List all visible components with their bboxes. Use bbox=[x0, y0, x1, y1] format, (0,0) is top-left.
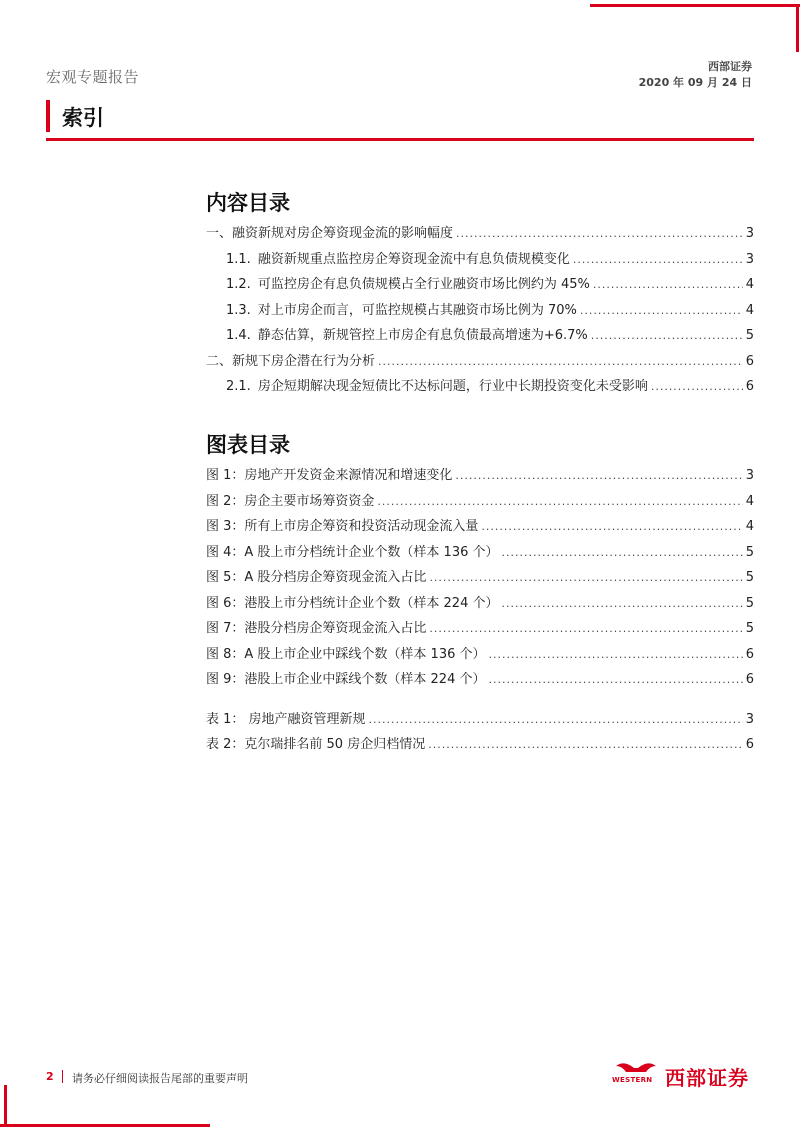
dot-leader bbox=[580, 304, 743, 317]
toc-entry[interactable] bbox=[206, 617, 754, 643]
toc-entry-title: 图 5：A 股分档房企筹资现金流入占比 bbox=[206, 570, 427, 585]
toc-entry-page: 4 bbox=[745, 302, 754, 318]
toc-entry-page: 5 bbox=[745, 595, 754, 611]
figure-toc bbox=[206, 430, 754, 759]
figure-toc-list bbox=[206, 464, 754, 694]
section-divider bbox=[46, 138, 754, 141]
toc-entry-page: 6 bbox=[745, 379, 754, 394]
toc-entry[interactable] bbox=[206, 299, 754, 325]
toc-entry-page: 5 bbox=[745, 621, 754, 636]
toc-entry[interactable] bbox=[206, 464, 754, 490]
footer-separator bbox=[62, 1070, 63, 1083]
dot-leader bbox=[489, 648, 743, 661]
toc-entry-title: 静态估算，新规管控上市房企有息负债最高增速为+6.7% bbox=[257, 328, 588, 343]
company-logo bbox=[612, 1060, 757, 1090]
dot-leader bbox=[456, 227, 743, 240]
toc-entry[interactable] bbox=[206, 350, 754, 376]
toc-entry-number: 1.3. bbox=[226, 302, 251, 318]
page-number: 2 bbox=[46, 1070, 54, 1083]
corner-decoration-top-vertical bbox=[796, 4, 799, 52]
dot-leader bbox=[502, 546, 743, 559]
toc-entry-title: 表 1： 房地产融资管理新规 bbox=[206, 711, 366, 727]
toc-entry-page: 3 bbox=[745, 711, 754, 727]
content-toc bbox=[206, 188, 754, 401]
bull-logo-icon bbox=[612, 1060, 660, 1090]
section-title: 索引 bbox=[62, 106, 104, 130]
logo-chinese-text: 西部证券 bbox=[665, 1066, 749, 1090]
content-toc-title: 内容目录 bbox=[206, 191, 290, 215]
toc-entry[interactable] bbox=[206, 490, 754, 516]
dot-leader bbox=[369, 713, 743, 726]
toc-entry[interactable] bbox=[206, 515, 754, 541]
toc-entry[interactable] bbox=[206, 668, 754, 694]
figure-toc-title: 图表目录 bbox=[206, 433, 290, 457]
toc-entry-page: 6 bbox=[745, 646, 754, 662]
toc-entry-title: 图 6：港股上市分档统计企业个数（样本 224 个） bbox=[206, 595, 499, 611]
header-brand: 西部证券 bbox=[708, 60, 752, 73]
toc-entry-title: 一、融资新规对房企筹资现金流的影响幅度 bbox=[206, 226, 454, 241]
toc-entry-title: 房企短期解决现金短债比不达标问题，行业中长期投资变化未受影响 bbox=[257, 379, 648, 394]
toc-entry-page: 5 bbox=[745, 544, 754, 560]
list-spacer bbox=[206, 694, 754, 708]
corner-decoration-bottom-vertical bbox=[4, 1085, 7, 1127]
dot-leader bbox=[377, 495, 742, 508]
toc-entry[interactable] bbox=[206, 733, 754, 759]
corner-decoration-top-horizontal bbox=[590, 4, 800, 7]
dot-leader bbox=[591, 329, 743, 342]
toc-entry[interactable] bbox=[206, 566, 754, 592]
toc-entry-title: 图 3：所有上市房企筹资和投资活动现金流入量 bbox=[206, 519, 479, 534]
toc-entry-page: 6 bbox=[745, 353, 754, 369]
toc-entry-number: 1.4. bbox=[226, 328, 251, 343]
toc-entry-title: 图 1：房地产开发资金来源情况和增速变化 bbox=[206, 468, 453, 483]
toc-entry-title: 图 9：港股上市企业中踩线个数（样本 224 个） bbox=[206, 672, 486, 687]
disclaimer-note: 请务必仔细阅读报告尾部的重要声明 bbox=[72, 1072, 248, 1085]
report-date: 2020 年 09 月 24 日 bbox=[638, 76, 752, 89]
dot-leader bbox=[429, 622, 742, 635]
toc-entry-title: 图 2：房企主要市场筹资资金 bbox=[206, 493, 375, 509]
toc-entry-page: 3 bbox=[745, 251, 754, 267]
toc-entry-title: 图 4：A 股上市分档统计企业个数（样本 136 个） bbox=[206, 544, 499, 560]
corner-decoration-bottom-horizontal bbox=[0, 1124, 210, 1127]
toc-entry-number: 2.1. bbox=[226, 379, 251, 394]
dot-leader bbox=[573, 253, 743, 266]
logo-western-text: WESTERN bbox=[612, 1076, 653, 1084]
toc-entry[interactable] bbox=[206, 592, 754, 618]
dot-leader bbox=[488, 673, 742, 686]
dot-leader bbox=[501, 597, 742, 610]
toc-entry-title: 二、新规下房企潜在行为分析 bbox=[206, 353, 376, 369]
toc-entry-title: 图 7：港股分档房企筹资现金流入占比 bbox=[206, 621, 427, 636]
toc-entry[interactable] bbox=[206, 324, 754, 350]
toc-entry-number: 1.2. bbox=[226, 277, 251, 292]
toc-entry[interactable] bbox=[206, 248, 754, 274]
toc-entry-page: 3 bbox=[745, 226, 754, 241]
toc-entry-title: 表 2：克尔瑞排名前 50 房企归档情况 bbox=[206, 737, 426, 752]
toc-entry-page: 5 bbox=[745, 328, 754, 343]
toc-entry-page: 4 bbox=[745, 277, 754, 292]
report-type: 宏观专题报告 bbox=[46, 68, 140, 86]
toc-entry[interactable] bbox=[206, 222, 754, 248]
toc-entry-page: 3 bbox=[745, 468, 754, 483]
toc-entry-title: 融资新规重点监控房企筹资现金流中有息负债规模变化 bbox=[257, 251, 570, 267]
dot-leader bbox=[378, 355, 743, 368]
toc-entry[interactable] bbox=[206, 273, 754, 299]
toc-entry[interactable] bbox=[206, 541, 754, 567]
dot-leader bbox=[481, 520, 742, 533]
toc-entry-page: 4 bbox=[745, 493, 754, 509]
section-title-marker bbox=[46, 100, 50, 132]
dot-leader bbox=[651, 380, 743, 393]
dot-leader bbox=[429, 571, 742, 584]
toc-entry[interactable] bbox=[206, 375, 754, 401]
toc-entry-title: 对上市房企而言，可监控规模占其融资市场比例为 70% bbox=[257, 302, 577, 318]
toc-entry-title: 图 8：A 股上市企业中踩线个数（样本 136 个） bbox=[206, 646, 486, 662]
dot-leader bbox=[455, 469, 742, 482]
toc-entry-page: 5 bbox=[745, 570, 754, 585]
toc-entry[interactable] bbox=[206, 708, 754, 734]
toc-entry[interactable] bbox=[206, 643, 754, 669]
dot-leader bbox=[593, 278, 743, 291]
toc-entry-title: 可监控房企有息负债规模占全行业融资市场比例约为 45% bbox=[257, 277, 590, 292]
content-toc-list bbox=[206, 222, 754, 401]
toc-entry-number: 1.1. bbox=[226, 251, 251, 267]
toc-entry-page: 6 bbox=[745, 737, 754, 752]
table-toc-list bbox=[206, 708, 754, 759]
dot-leader bbox=[428, 738, 743, 751]
toc-entry-page: 6 bbox=[745, 672, 754, 687]
toc-entry-page: 4 bbox=[745, 519, 754, 534]
